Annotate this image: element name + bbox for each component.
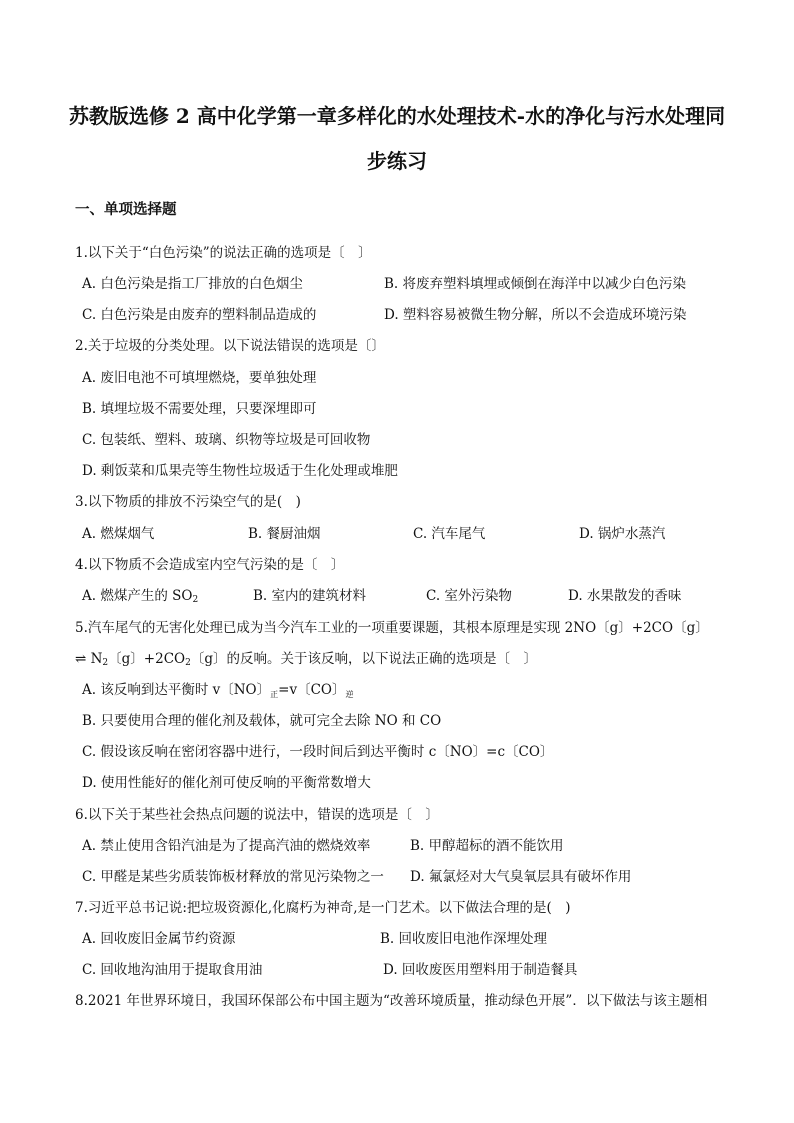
question-7-option-c: C. 回收地沟油用于提取食用油 xyxy=(82,962,263,978)
question-2-option-d: D. 剩饭菜和瓜果壳等生物性垃圾适于生化处理或堆肥 xyxy=(82,463,398,479)
question-4-option-c: C. 室外污染物 xyxy=(426,588,512,604)
question-6-option-c: C. 甲醛是某些劣质装饰板材释放的常见污染物之一 xyxy=(82,869,384,885)
document-title-line-1: 苏教版选修 2 高中化学第一章多样化的水处理技术-水的净化与污水处理同 xyxy=(68,104,726,128)
question-5-stem-line-1: 5.汽车尾气的无害化处理已成为当今汽车工业的一项重要课题，其根本原理是实现 2NO〔g〕+2CO〔g〕 xyxy=(75,620,709,636)
question-3-stem: 3.以下物质的排放不污染空气的是( ) xyxy=(75,494,301,510)
document-title-line-2: 步练习 xyxy=(367,149,427,173)
question-5-option-a-sub-2: 逆 xyxy=(345,690,354,699)
question-3-option-a: A. 燃煤烟气 xyxy=(82,526,155,542)
question-2-option-a: A. 废旧电池不可填埋燃烧，要单独处理 xyxy=(82,370,317,386)
question-5-stem-part-a: ⇌ N xyxy=(75,651,103,667)
question-4-option-a-text: A. 燃煤产生的 SO xyxy=(82,588,193,604)
question-6-option-a: A. 禁止使用含铅汽油是为了提高汽油的燃烧效率 xyxy=(82,838,371,854)
question-5-stem-sub-1: 2 xyxy=(102,658,109,668)
question-4-option-a-subscript: 2 xyxy=(192,595,199,605)
question-5-stem-part-c: 〔g〕的反响。关于该反响，以下说法正确的选项是〔 〕 xyxy=(190,651,537,667)
question-5-stem-part-b: 〔g〕+2CO xyxy=(108,651,186,667)
question-6-option-d: D. 氟氯烃对大气臭氧层具有破坏作用 xyxy=(410,869,632,885)
question-5-option-c: C. 假设该反响在密闭容器中进行，一段时间后到达平衡时 c〔NO〕=c〔CO〕 xyxy=(82,744,554,760)
question-7-stem: 7.习近平总书记说:把垃圾资源化,化腐朽为神奇,是一门艺术。以下做法合理的是( ) xyxy=(75,900,571,916)
question-8-stem: 8.2021 年世界环境日，我国环保部公布中国主题为“改善环境质量，推动绿色开展”．以下做法与该主题相 xyxy=(75,993,708,1009)
question-4-option-b: B. 室内的建筑材料 xyxy=(253,588,367,604)
question-3-option-c: C. 汽车尾气 xyxy=(413,526,486,542)
question-2-option-c: C. 包装纸、塑料、玻璃、织物等垃圾是可回收物 xyxy=(82,432,371,448)
question-3-option-b: B. 餐厨油烟 xyxy=(248,526,321,542)
question-1-option-d: D. 塑料容易被微生物分解，所以不会造成环境污染 xyxy=(384,307,687,323)
question-4-option-d: D. 水果散发的香味 xyxy=(568,588,682,604)
question-5-option-a xyxy=(82,681,353,704)
question-2-stem: 2.关于垃圾的分类处理。以下说法错误的选项是〔〕 xyxy=(75,338,385,354)
question-6-stem: 6.以下关于某些社会热点问题的说法中，错误的选项是〔 〕 xyxy=(75,807,439,823)
question-7-option-b: B. 回收废旧电池作深埋处理 xyxy=(380,931,548,947)
question-1-option-c: C. 白色污染是由废弃的塑料制品造成的 xyxy=(82,307,317,323)
question-5-option-a-sub-1: 正 xyxy=(270,690,279,699)
question-5-stem-line-2 xyxy=(75,650,537,672)
question-7-option-d: D. 回收废医用塑料用于制造餐具 xyxy=(383,962,578,978)
question-5-option-a-mid: =v〔CO〕 xyxy=(278,682,346,698)
question-7-option-a: A. 回收废旧金属节约资源 xyxy=(82,931,236,947)
question-3-option-d: D. 锅炉水蒸汽 xyxy=(579,526,666,542)
question-1-option-b: B. 将废弃塑料填埋或倾倒在海洋中以减少白色污染 xyxy=(384,276,687,292)
question-2-option-b: B. 填埋垃圾不需要处理，只要深埋即可 xyxy=(82,401,317,417)
question-1-stem: 1.以下关于“白色污染”的说法正确的选项是〔 〕 xyxy=(75,245,372,261)
question-5-stem-sub-2: 2 xyxy=(185,658,191,668)
question-6-option-b: B. 甲醇超标的酒不能饮用 xyxy=(410,838,564,854)
question-4-stem: 4.以下物质不会造成室内空气污染的是〔 〕 xyxy=(75,557,345,573)
question-5-option-a-pre: A. 该反响到达平衡时 v〔NO〕 xyxy=(82,682,271,698)
question-1-option-a: A. 白色污染是指工厂排放的白色烟尘 xyxy=(82,276,303,292)
section-heading: 一、单项选择题 xyxy=(75,201,177,218)
question-4-option-a xyxy=(82,587,198,609)
question-5-option-d: D. 使用性能好的催化剂可使反响的平衡常数增大 xyxy=(82,775,371,791)
question-5-option-b: B. 只要使用合理的催化剂及载体，就可完全去除 NO 和 CO xyxy=(82,713,442,729)
